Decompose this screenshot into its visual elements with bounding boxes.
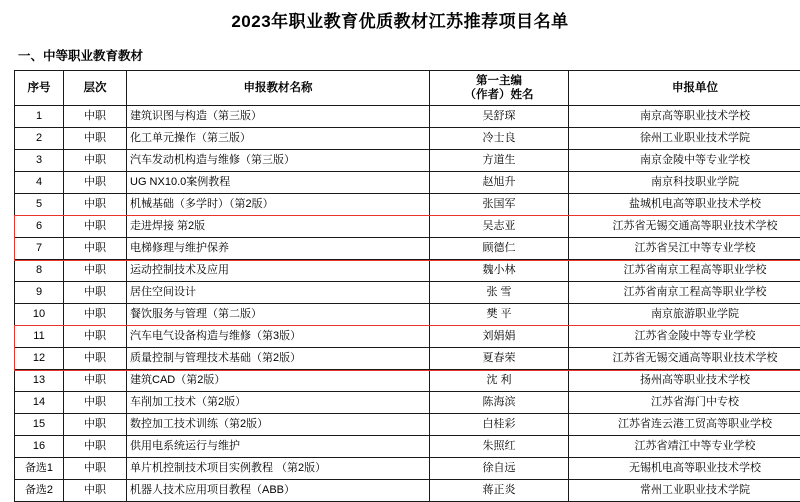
cell-no: 12: [15, 348, 64, 370]
cell-unit: 南京高等职业技术学校: [569, 106, 800, 128]
cell-no: 8: [15, 260, 64, 282]
cell-unit: 江苏省无锡交通高等职业技术学校: [569, 216, 800, 238]
column-header-author: [430, 71, 569, 106]
table-row: [15, 392, 800, 414]
table-header: [15, 71, 800, 106]
page-title: 2023年职业教育优质教材江苏推荐项目名单: [14, 10, 786, 34]
cell-no: 11: [15, 326, 64, 348]
cell-material-name: 车削加工技术（第2版）: [127, 392, 430, 414]
cell-material-name: 建筑识图与构造（第三版）: [127, 106, 430, 128]
cell-author: 方道生: [430, 150, 569, 172]
cell-no: 10: [15, 304, 64, 326]
cell-level: 中职: [64, 458, 127, 480]
cell-material-name: 餐饮服务与管理（第二版）: [127, 304, 430, 326]
cell-unit: 江苏省靖江中等专业学校: [569, 436, 800, 458]
section-heading: 一、中等职业教育教材: [18, 46, 786, 64]
cell-no: 7: [15, 238, 64, 260]
cell-unit: 常州工业职业技术学院: [569, 480, 800, 502]
cell-level: 中职: [64, 348, 127, 370]
cell-author: 刘娟娟: [430, 326, 569, 348]
table-row: [15, 106, 800, 128]
cell-material-name: 汽车电气设备构造与维修（第3版）: [127, 326, 430, 348]
cell-material-name: 数控加工技术训练（第2版）: [127, 414, 430, 436]
cell-level: 中职: [64, 150, 127, 172]
column-header-no: 序号: [15, 71, 64, 106]
cell-unit: 南京旅游职业学院: [569, 304, 800, 326]
recommended-textbooks-table: [14, 70, 800, 502]
cell-unit: 南京金陵中等专业学校: [569, 150, 800, 172]
table-row: [15, 348, 800, 370]
cell-unit: 南京科技职业学院: [569, 172, 800, 194]
cell-author: 吴志亚: [430, 216, 569, 238]
cell-material-name: 机械基础（多学时）（第2版）: [127, 194, 430, 216]
cell-unit: 江苏省南京工程高等职业学校: [569, 260, 800, 282]
cell-material-name: 电梯修理与维护保养: [127, 238, 430, 260]
cell-author: 陈海滨: [430, 392, 569, 414]
cell-material-name: 运动控制技术及应用: [127, 260, 430, 282]
cell-material-name: 走进焊接 第2版: [127, 216, 430, 238]
cell-unit: 江苏省无锡交通高等职业技术学校: [569, 348, 800, 370]
cell-author: 蒋正炎: [430, 480, 569, 502]
table-row: [15, 414, 800, 436]
cell-level: 中职: [64, 304, 127, 326]
table-row: [15, 326, 800, 348]
cell-level: 中职: [64, 282, 127, 304]
cell-author: 张 雪: [430, 282, 569, 304]
cell-no: 9: [15, 282, 64, 304]
cell-author: 冷士良: [430, 128, 569, 150]
cell-unit: 江苏省吴江中等专业学校: [569, 238, 800, 260]
cell-author: 魏小林: [430, 260, 569, 282]
cell-no: 备选2: [15, 480, 64, 502]
table-row: [15, 260, 800, 282]
table-row: [15, 480, 800, 502]
cell-material-name: 汽车发动机构造与维修（第三版）: [127, 150, 430, 172]
column-header-material-name: 申报教材名称: [127, 71, 430, 106]
cell-level: 中职: [64, 238, 127, 260]
cell-no: 6: [15, 216, 64, 238]
cell-material-name: 供用电系统运行与维护: [127, 436, 430, 458]
column-header-author-line2: （作者）姓名: [433, 88, 565, 102]
cell-material-name: 建筑CAD（第2版）: [127, 370, 430, 392]
table-row: [15, 436, 800, 458]
cell-no: 16: [15, 436, 64, 458]
cell-level: 中职: [64, 414, 127, 436]
cell-no: 2: [15, 128, 64, 150]
cell-no: 4: [15, 172, 64, 194]
cell-no: 14: [15, 392, 64, 414]
cell-unit: 江苏省连云港工贸高等职业学校: [569, 414, 800, 436]
cell-level: 中职: [64, 436, 127, 458]
table-header-row: [15, 71, 800, 106]
cell-no: 1: [15, 106, 64, 128]
cell-author: 朱照红: [430, 436, 569, 458]
cell-author: 吴舒琛: [430, 106, 569, 128]
table-row: [15, 216, 800, 238]
cell-unit: 扬州高等职业技术学校: [569, 370, 800, 392]
cell-level: 中职: [64, 370, 127, 392]
cell-level: 中职: [64, 480, 127, 502]
cell-author: 顾德仁: [430, 238, 569, 260]
cell-unit: 江苏省海门中专校: [569, 392, 800, 414]
table-row: [15, 128, 800, 150]
table-row: [15, 194, 800, 216]
cell-level: 中职: [64, 216, 127, 238]
cell-material-name: 化工单元操作（第三版）: [127, 128, 430, 150]
cell-material-name: 质量控制与管理技术基础（第2版）: [127, 348, 430, 370]
cell-author: 张国军: [430, 194, 569, 216]
cell-no: 备选1: [15, 458, 64, 480]
table-body: [15, 106, 800, 502]
cell-unit: 盐城机电高等职业技术学校: [569, 194, 800, 216]
table-row: [15, 304, 800, 326]
cell-author: 沈 利: [430, 370, 569, 392]
cell-unit: 江苏省南京工程高等职业学校: [569, 282, 800, 304]
cell-material-name: 居住空间设计: [127, 282, 430, 304]
table-row: [15, 172, 800, 194]
cell-level: 中职: [64, 172, 127, 194]
cell-level: 中职: [64, 106, 127, 128]
cell-unit: 徐州工业职业技术学院: [569, 128, 800, 150]
cell-unit: 江苏省金陵中等专业学校: [569, 326, 800, 348]
cell-author: 赵旭升: [430, 172, 569, 194]
cell-author: 夏春荣: [430, 348, 569, 370]
cell-no: 13: [15, 370, 64, 392]
document-page: [0, 10, 800, 477]
cell-level: 中职: [64, 194, 127, 216]
table-row: [15, 150, 800, 172]
table-row: [15, 238, 800, 260]
cell-unit: 无锡机电高等职业技术学校: [569, 458, 800, 480]
cell-author: 徐自远: [430, 458, 569, 480]
cell-level: 中职: [64, 326, 127, 348]
cell-level: 中职: [64, 260, 127, 282]
table-row: [15, 458, 800, 480]
cell-level: 中职: [64, 392, 127, 414]
cell-no: 3: [15, 150, 64, 172]
cell-level: 中职: [64, 128, 127, 150]
cell-author: 白桂彩: [430, 414, 569, 436]
cell-material-name: UG NX10.0案例教程: [127, 172, 430, 194]
column-header-unit: 申报单位: [569, 71, 800, 106]
cell-no: 5: [15, 194, 64, 216]
column-header-level: 层次: [64, 71, 127, 106]
cell-material-name: 机器人技术应用项目教程（ABB）: [127, 480, 430, 502]
cell-author: 樊 平: [430, 304, 569, 326]
table-row: [15, 282, 800, 304]
column-header-author-line1: 第一主编: [433, 74, 565, 88]
table-row: [15, 370, 800, 392]
cell-material-name: 单片机控制技术项目实例教程 （第2版）: [127, 458, 430, 480]
cell-no: 15: [15, 414, 64, 436]
